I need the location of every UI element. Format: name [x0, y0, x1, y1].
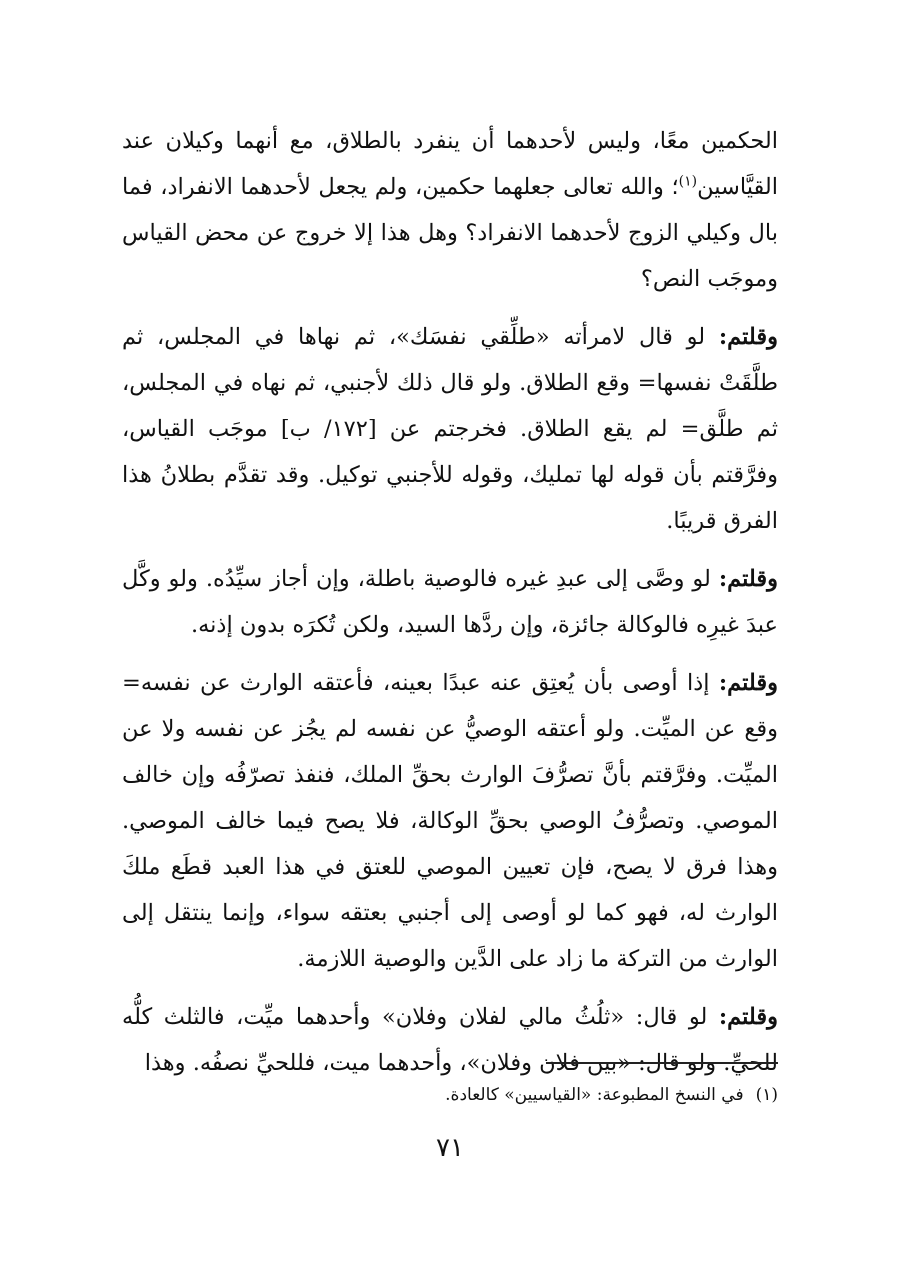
paragraph-lead: وقلتم: — [718, 324, 778, 350]
footnote — [122, 1080, 778, 1110]
paragraph-lead: وقلتم: — [718, 566, 778, 592]
paragraph-text: لو قال: «ثلُثُ مالي لفلان وفلان» وأحدهما ميِّت، فالثلث كلُّه للحيِّ. ولو قال: «بين فلان وفلان»، وأحدهما ميت، فللحيِّ نصفُه. وهذا — [122, 1004, 778, 1076]
paragraph-text: ؛ والله تعالى جعلهما حكمين، ولم يجعل لأحدهما الانفراد، فما بال وكيلي الزوج لأحدهما الانفراد؟ وهل هذا إلا خروج عن محض القياس وموجَب النص؟ — [122, 174, 778, 292]
paragraph-4 — [122, 660, 778, 982]
paragraph-text: الحكمين معًا، وليس لأحدهما أن ينفرد بالطلاق، مع أنهما وكيلان عند القيَّاسين — [122, 128, 778, 200]
paragraph-text: إذا أوصى بأن يُعتِق عنه عبدًا بعينه، فأعتقه الوارث عن نفسه= وقع عن الميِّت. ولو أعتقه الوصيُّ عن نفسه لم يجُز عن نفسه ولا عن الميِّت. وفرَّقتم بأنَّ تصرُّفَ الوارث بحقِّ الملك، فنفذ تصرّفُه وإن خالف الموصي. وتصرُّفُ الوصي بحقِّ الوكالة، فلا يصح فيما خالف الموصي. وهذا فرق لا يصح، فإن تعيين الموصي للعتق في هذا العبد قطَع ملكَ الوارث له، فهو كما لو أوصى إلى أجنبي بعتقه سواء، وإنما ينتقل إلى الوارث من التركة ما زاد على الدَّين والوصية اللازمة. — [122, 670, 778, 972]
paragraph-lead: وقلتم: — [718, 1004, 778, 1030]
footnote-number: (١) — [755, 1085, 778, 1105]
footnote-reference: (١) — [678, 173, 698, 190]
main-text — [122, 118, 778, 1098]
paragraph-3 — [122, 556, 778, 648]
paragraph-text: لو قال لامرأته «طلِّقي نفسَك»، ثم نهاها في المجلس، ثم طلَّقَتْ نفسها= وقع الطلاق. ولو قال ذلك لأجنبي، ثم نهاه في المجلس، ثم طلَّق= لم يقع الطلاق. فخرجتم عن [١٧٢/ ب] موجَب القياس، وفرَّقتم بأن قوله لها تمليك، وقوله للأجنبي توكيل. وقد تقدَّم بطلانُ هذا الفرق قريبًا. — [122, 324, 778, 534]
paragraph-text: لو وصَّى إلى عبدِ غيره فالوصية باطلة، وإن أجاز سيِّدُه. ولو وكَّل عبدَ غيرِه فالوكالة جائزة، وإن ردَّها السيد، ولكن تُكرَه بدون إذنه. — [122, 566, 778, 638]
footnote-text: في النسخ المطبوعة: «القياسيين» كالعادة. — [445, 1085, 744, 1105]
paragraph-1 — [122, 118, 778, 302]
paragraph-lead: وقلتم: — [718, 670, 778, 696]
footnote-divider — [546, 1062, 778, 1064]
paragraph-5 — [122, 994, 778, 1086]
page-number: ٧١ — [436, 1133, 464, 1163]
paragraph-2 — [122, 314, 778, 544]
